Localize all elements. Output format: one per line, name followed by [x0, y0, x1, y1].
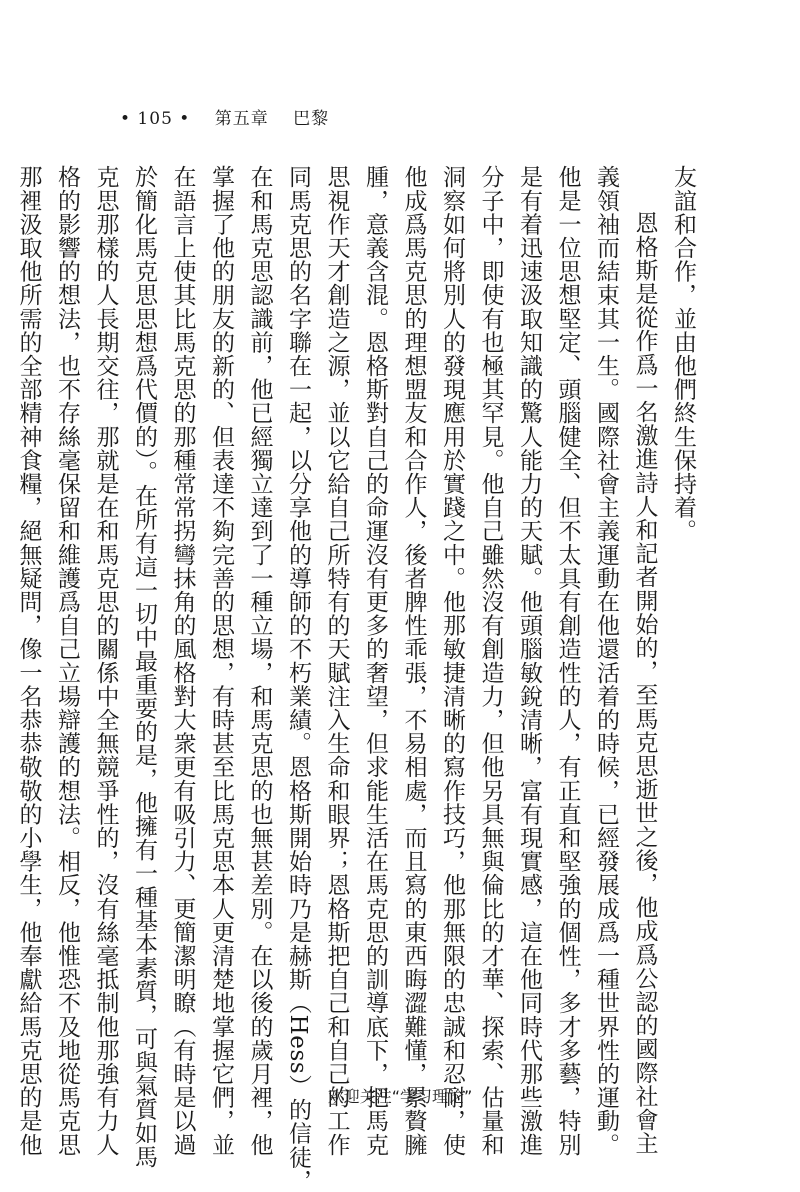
- text-line: 他是一位思想堅定、頭腦健全、但不太具有創造性的人，有正直和堅強的個性，多才多藝，特別: [554, 165, 581, 1157]
- text-line: 洞察如何將別人的發現應用於實踐之中。他那敏捷清晰的寫作技巧，他那無限的忠誠和忍耐，使: [439, 165, 465, 1157]
- text-line: 是有着迅速汲取知識的驚人能力的天賦。他頭腦敏銳清晰，富有現實感，這在他同時代那些激進: [516, 165, 542, 1157]
- text-line: 格的影響的想法，也不存絲毫保留和維護爲自己立場辯護的想法。相反，他惟恐不及地從馬克思: [54, 165, 80, 1157]
- text-line: 於簡化馬克思思想爲代價的）。在所有這一切中最重要的是，他擁有一種基本素質，可與氣質如馬: [131, 165, 157, 1169]
- chapter-label: 第五章: [214, 109, 269, 129]
- text-line: 克思那樣的人長期交往，那就是在和馬克思的關係中全無競爭性的，沒有絲毫抵制他那強有力人: [92, 165, 119, 1157]
- text-line: 在和馬克思認識前，他已經獨立達到了一種立場，和馬克思的也無甚差別。在以後的歲月裡，他: [246, 165, 273, 1157]
- text-line: 恩格斯是從作爲一名激進詩人和記者開始的，至馬克思逝世之後，他成爲公認的國際社會主: [631, 211, 658, 1155]
- text-line: 腫，意義含混。恩格斯對自己的命運沒有更多的奢望，但求能生活在馬克思的訓導底下，把馬克: [362, 165, 388, 1157]
- text-line: 思視作天才創造之源，並以它給自己所特有的天賦注入生命和眼界；恩格斯把自己和自己的工作: [323, 165, 350, 1157]
- text-line: 他成爲馬克思的理想盟友和合作人，後者脾性乖張，不易相處，而且寫的東西晦澀難懂，累贅臃: [400, 165, 427, 1157]
- text-line: 友誼和合作，並由他們終生保持着。: [670, 165, 696, 543]
- text-line: 義領袖而結束其一生。國際社會主義運動在他還活着的時候，已經發展成爲一種世界性的運動。: [593, 165, 619, 1157]
- footer-watermark-text: 欢迎关注“学习理论”: [327, 1087, 473, 1106]
- chapter-title: 巴黎: [293, 109, 330, 129]
- text-line: 在語言上使其比馬克思的那種常常拐彎抹角的風格對大衆更有吸引力、更簡潔明瞭（有時是以過: [169, 165, 196, 1157]
- text-line: 分子中，即使有也極其罕見。他自己雖然沒有創造力，但他另具無與倫比的才華、探索、估量和: [477, 165, 504, 1157]
- text-line: 掌握了他的朋友的新的、但表達不夠完善的思想，有時甚至比馬克思本人更清楚地掌握它們，並: [208, 165, 234, 1157]
- running-header: [120, 104, 329, 129]
- text-line: 同馬克思的名字聯在一起，以分享他的導師的不朽業績。恩格斯開始時乃是赫斯（Hess）的信徒，: [285, 165, 311, 1192]
- text-line: 那裡汲取他所需的全部精神食糧，絕無疑問，像一名恭恭敬敬的小學生，他奉獻給馬克思的是他: [15, 165, 42, 1157]
- page-number: • 105 •: [120, 109, 191, 129]
